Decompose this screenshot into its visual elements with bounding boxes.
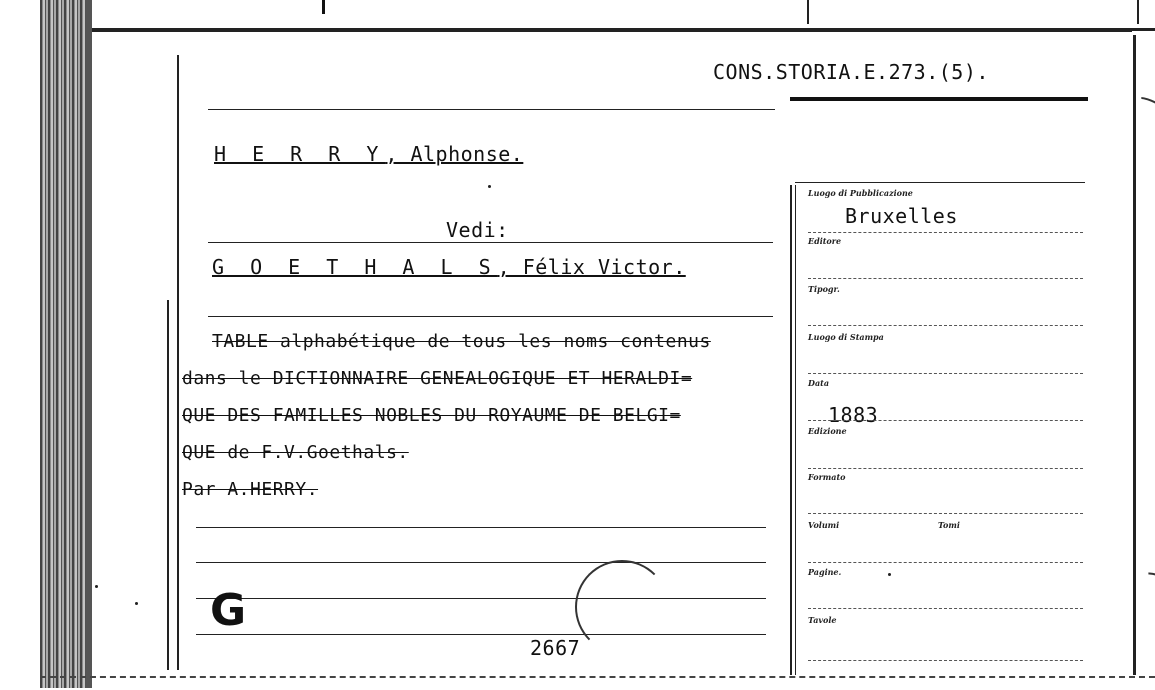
title-line-4: QUE de F.V.Goethals.: [182, 442, 409, 463]
author-given-name: , Alphonse.: [385, 142, 524, 166]
field-rule: [808, 468, 1083, 469]
title-line-5: Par A.HERRY.: [182, 479, 319, 500]
ruled-line: [196, 634, 766, 635]
ruled-line: [196, 562, 766, 563]
field-rule: [808, 232, 1083, 233]
ruled-line: [208, 316, 773, 317]
see-label: Vedi:: [446, 218, 509, 242]
pages-label: Pagine.: [808, 567, 842, 577]
field-rule: [808, 325, 1083, 326]
edition-label: Edizione: [808, 426, 847, 436]
print-place-label: Luogo di Stampa: [808, 332, 884, 342]
field-rule: [808, 373, 1083, 374]
place-label: Luogo di Pubblicazione: [808, 188, 913, 198]
place-value: Bruxelles: [845, 204, 958, 228]
section-letter: G: [210, 585, 247, 636]
date-value: 1883: [828, 403, 879, 427]
card-left-rule-outer: [167, 300, 169, 670]
ruled-line: [196, 598, 766, 599]
author-heading: [214, 142, 523, 166]
scan-speck: [135, 602, 138, 605]
scan-speck: [95, 585, 98, 588]
field-panel-left-rule: [790, 185, 792, 675]
reference-code: CONS.STORIA.E.273.(5).: [713, 60, 989, 84]
volumes-label: Volumi: [808, 520, 840, 530]
hole-arc: [575, 560, 669, 654]
card-left-rule: [177, 55, 179, 670]
scan-edge: [40, 0, 92, 688]
scan-speck: [888, 573, 891, 576]
see-reference-surname: G O E T H A L S: [212, 255, 498, 279]
title-line-2: dans le DICTIONNAIRE GENEALOGIQUE ET HERALDI=: [182, 368, 693, 389]
field-panel-top-rule: [795, 182, 1085, 183]
ruled-line: [196, 527, 766, 528]
date-label: Data: [808, 378, 829, 388]
field-rule: [808, 420, 1083, 421]
field-rule: [808, 608, 1083, 609]
publisher-label: Editore: [808, 236, 842, 246]
printer-label: Tipogr.: [808, 284, 840, 294]
scan-speck: [488, 185, 491, 188]
title-line-1: TABLE alphabétique de tous les noms contenus: [212, 331, 711, 352]
field-rule: [808, 278, 1083, 279]
see-reference: [212, 255, 686, 279]
title-line-3: QUE DES FAMILLES NOBLES DU ROYAUME DE BELGI=: [182, 405, 681, 426]
ruled-line: [208, 242, 773, 243]
plates-label: Tavole: [808, 615, 837, 625]
card-number: 2667: [530, 636, 581, 660]
top-strip: [92, 0, 1155, 31]
reference-underline: [790, 97, 1088, 101]
field-rule: [808, 660, 1083, 661]
ruled-line: [208, 109, 775, 110]
tome-label: Tomi: [938, 520, 960, 530]
see-reference-given-name: , Félix Victor.: [497, 255, 686, 279]
author-surname: H E R R Y: [214, 142, 386, 166]
format-label: Formato: [808, 472, 846, 482]
field-panel-left-rule-inner: [795, 185, 796, 675]
field-rule: [808, 513, 1083, 514]
field-rule: [808, 562, 1083, 563]
